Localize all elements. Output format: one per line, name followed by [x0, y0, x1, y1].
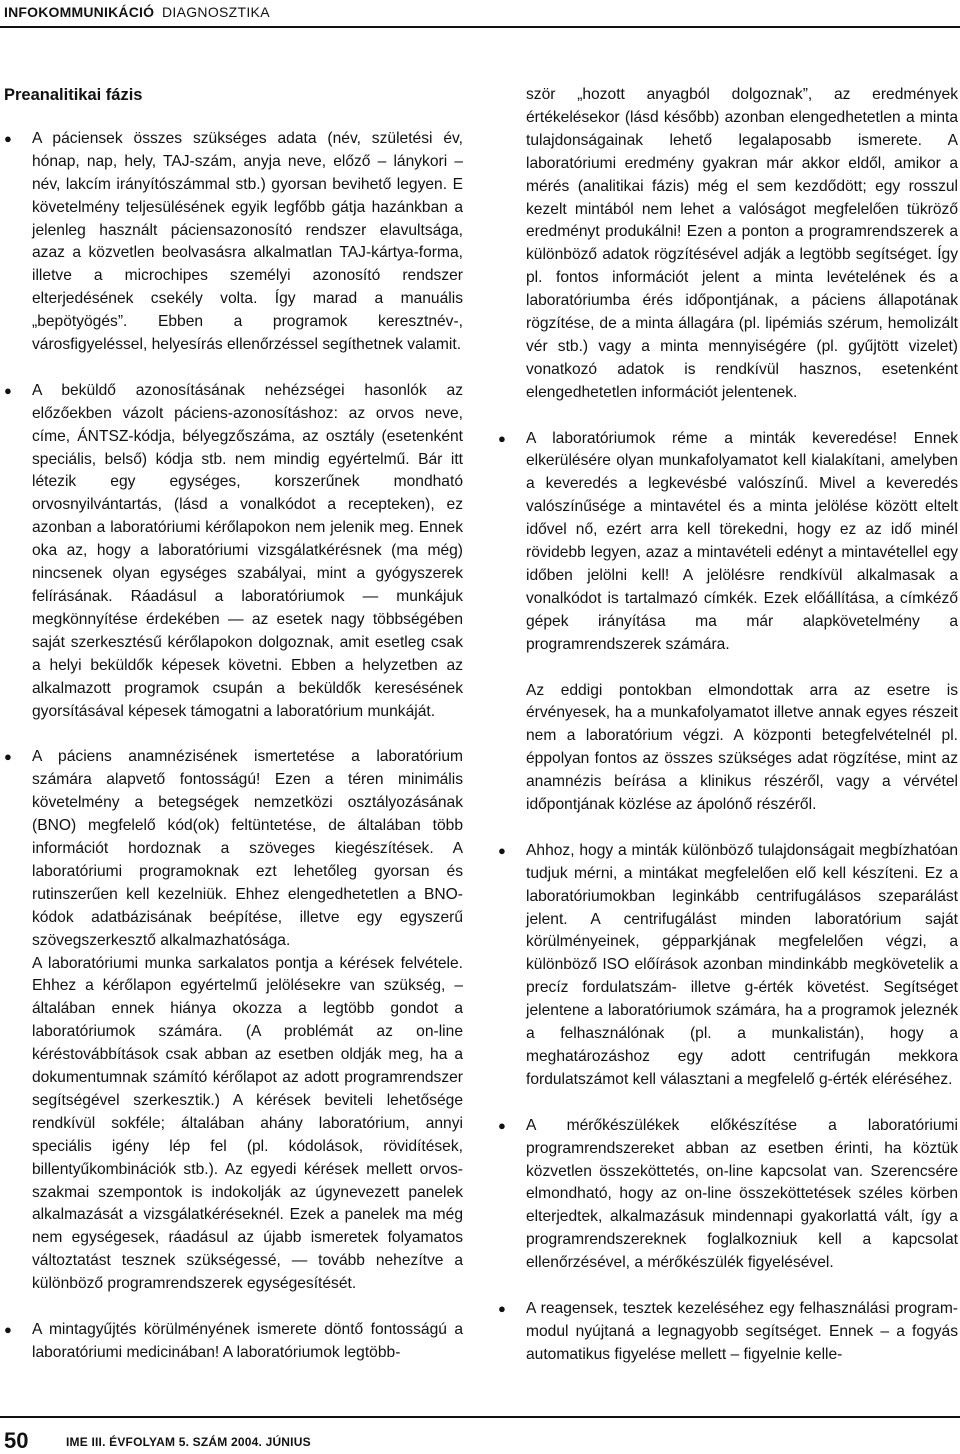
- paragraph: Az eddigi pontokban elmondottak arra az esetre is érvényesek, ha a munkafolyamatot illetve annak egyes részeit nem a laboratórium végzi. A központi betegfelvételnél pl. éppolyan fontos az összes szükséges adat rögzítése, mint az anamnézis beírása a klinikus részéről, vagy a vérvétel időpontjának közlése az ápolónő részéről.: [526, 681, 958, 814]
- paragraph: A páciensek összes szükséges adata (név, születési év, hónap, nap, hely, TAJ-szám, anyja neve, előző – lánykori – név, lakcím irányítószámmal stb.) gyorsan bevihető legyen. E követelmény teljesülésének egyik legfőbb gátja hazánkban a jelenleg használt páciensazonosító rendszer elavultsága, azaz a közvetlen beolvasásra alkalmatlan TAJ-kártya-forma, illetve a microchipes személyi azonosító rendszer elterjedésének csekély volta. Így marad a manuális „bepötyögés”. Ebben a programok keresztnév-, városfigyeléssel, helyesírás ellenőrzéssel segíthetnek valamit.: [32, 129, 463, 354]
- bullet-icon: ●: [498, 1117, 506, 1133]
- paragraph: A mérőkészülékek előkészítése a laboratóriumi programrendszereket abban az esetben érinti, ha köztük közvetlen összeköttetés, on-line kapcsolat van. Szerencsére elmondható, hogy az on-line összeköttetések széles körben elterjedtek, alkalmazásuk mindennapi gyakorlattá vált, így a programrendszereknek foglalkozniuk kell a kapcsolat ellenőrzésével, a mérőkészülék figyelésével.: [526, 1116, 958, 1272]
- list-item: [4, 1319, 463, 1365]
- paragraph: Ahhoz, hogy a minták különböző tulajdonságait megbízhatóan tudjuk mérni, a mintákat megfelelően elő kell készíteni. Ez a laboratóriumokban leginkább centrifugálásos szeparálást jelent. A centrifugálást minden laboratórium saját körülményeinek, gépparkjának megfelelően végzi, a különböző ISO előírások azonban mindinkább megkövetelik a precíz fordulatszám- illetve g-érték követést. Segítséget jelentene a laboratóriumok számára, ha a programok jeleznék a felhasználónak (pl. a munkalistán), hogy a meghatározáshoz egy adott centrifugán mekkora fordulatszámot kell választani a megfelelő g-érték eléréséhez.: [526, 841, 958, 1088]
- paragraph: A beküldő azonosításának nehézségei hasonlók az előzőekben vázolt páciens-azonosításhoz: az orvos neve, címe, ÁNTSZ-kódja, bélyegzőszáma, az osztály (esetenként speciális, belső) kódja stb. nem mindig egyértelmű. Bár itt létezik egy egységes, korszerűnek mondható orvosnyilvántartás, (lásd a vonalkódot a recepteken), ez azonban a laboratóriumi kérőlapokon nem jelenik meg. Ennek oka az, hogy a laboratóriumi vizsgálatkérésnek (ma még) nincsenek olyan egységes szabályai, mint a gyógyszerek felírásának. Ráadásul a laboratóriumok — munkájuk megkönnyítése érdekében — az esetek nagy többségében saját szerkesztésű kérőlapokon dolgoznak, amit esetleg csak a helyi beküldők képesek követni. Ebben a helyzetben az alkalmazott programok csupán a beküldők keresésének gyorsításával képesek támogatni a laboratórium munkáját.: [32, 381, 463, 720]
- page-header: [0, 0, 960, 28]
- page-number: 50: [4, 1428, 29, 1453]
- right-column: [498, 84, 958, 1367]
- paragraph: A páciens anamnézisének ismertetése a laboratórium számára alapvető fontosságú! Ezen a téren minimális követelmény a betegségek nemzetközi osztályozásának (BNO) megfelelő kód(ok) feltüntetése, de általában több információt hordoznak a szöveges kiegészítések. A laboratóriumi programoknak ezt lehetőleg gyorsan és rutinszerűen kell kezelniük. Ehhez elengedhetetlen a BNO-kódok adatbázisának beépítése, illetve egy egyszerű szövegszerkesztő alkalmazhatósága.: [32, 748, 463, 949]
- list-item: [498, 840, 958, 1092]
- paragraph: A reagensek, tesztek kezeléséhez egy felhasználási program-modul nyújtaná a legnagyobb segítséget. Ennek – a fogyás automatikus figyelése mellett – figyelnie kelle-: [526, 1299, 958, 1363]
- paragraph-continuation: ször „hozott anyagból dolgoznak”, az eredmények értékelésekor (lásd később) azonban elengedhetetlen a minta tulajdonságainak lehető legalaposabb ismerete. A laboratóriumi eredmény gyakran már akkor eldől, amikor a mérés (analitikai fázis) még el sem kezdődött; egy rosszul kezelt mintából nem lehet a valóságot megfelelően tükröző eredményt produkálni! Ezen a ponton a programrendszerek a különböző adatok rögzítésével adják a legtöbb segítséget. Így pl. fontos információt jelent a minta levételének és a laboratóriumba érés időpontjának, a páciens állapotának rögzítése, de a minta állagára (pl. lipémiás szérum, hemolizált vér stb.) vagy a minta mennyiségére (pl. gyűjtött vizelet) vonatkozó adatok is rendkívül hasznos, esetenként elengedhetetlen információt jelentenek.: [526, 86, 958, 401]
- bullet-icon: ●: [4, 749, 12, 765]
- paragraph: A laboratóriumi munka sarkalatos pontja a kérések felvétele. Ehhez a kérőlapon egyértelmű jelölésekre van szükség, – általában ennek hiánya okozza a legtöbb gondot a laboratóriumok számára. (A problémát az on-line kéréstovábbítások csak abban az esetben oldják meg, ha a dokumentumnak számító kérőlapot az adott programrendszer segítségével szerkesztik.) A kérések beviteli lehetősége rendkívül sokféle; általában ahány laboratórium, annyi speciális igény lép fel (pl. kódolások, rövidítések, billentyűkombinációk stb.). Az egyedi kérések mellett orvos-szakmai szempontok is indokolják az úgynevezett panelek alkalmazását a vizsgálatkéréseknél. Ezek a panelek ma még nem egységesek, ráadásul az újabb ismeretek folyamatos változtatást tesznek szükségessé, — tovább nehezítve a különböző programrendszerek egységesítését.: [32, 954, 463, 1293]
- left-column: [4, 84, 463, 1365]
- page-footer: [0, 1416, 960, 1453]
- bullet-icon: ●: [4, 130, 12, 146]
- list-item: [498, 1115, 958, 1275]
- bullet-icon: ●: [498, 1300, 506, 1316]
- section-heading: Preanalitikai fázis: [4, 86, 143, 104]
- bullet-icon: ●: [4, 1321, 12, 1337]
- list-item: [498, 1298, 958, 1367]
- list-item: [498, 428, 958, 657]
- section-title: INFOKOMMUNIKÁCIÓ: [4, 4, 155, 20]
- paragraph: A mintagyűjtés körülményének ismerete döntő fontosságú a laboratóriumi medicinában! A laboratóriumok legtöbb-: [32, 1320, 463, 1361]
- bullet-icon: ●: [498, 430, 506, 446]
- section-subtitle: DIAGNOSZTIKA: [162, 4, 270, 20]
- list-item: [4, 128, 463, 357]
- journal-info: IME III. ÉVFOLYAM 5. SZÁM 2004. JÚNIUS: [66, 1435, 311, 1449]
- bullet-icon: ●: [4, 382, 12, 398]
- list-item: [4, 746, 463, 1296]
- paragraph: A laboratóriumok réme a minták keveredése! Ennek elkerülésére olyan munkafolyamatot kell kialakítani, amelyben a keveredés a legkevésbé valószínű. Mivel a keveredés valószínűsége a mintavétel és a minta jelölése között eltelt idővel nő, ezért arra kell törekedni, hogy ez az idő minél rövidebb legyen, azaz a mintavételi edényt a mintavétellel egy időben jelölni kell! A jelölésre rendkívül alkalmasak a vonalkódot is tartalmazó címkék. Ezek előállítása, a címkéző gépek irányítása ma már alapkövetelmény a programrendszerek számára.: [526, 429, 958, 653]
- list-item: [4, 380, 463, 724]
- bullet-icon: ●: [498, 842, 506, 858]
